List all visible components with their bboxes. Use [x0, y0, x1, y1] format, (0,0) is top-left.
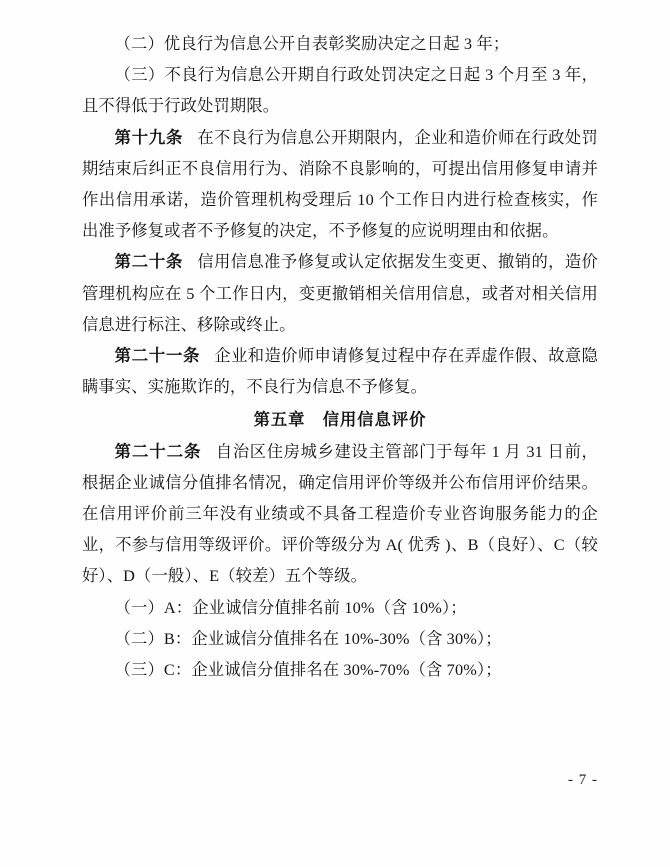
paragraph-text: （三）不良行为信息公开期自行政处罚决定之日起 3 个月至 3 年，且不得低于行政处罚期限。 [82, 65, 598, 116]
paragraph-article-20 [82, 246, 598, 340]
paragraph-text: 信用信息准予修复或认定依据发生变更、撤销的，造价管理机构应在 5 个工作日内，变更撤销相关信用信息，或者对相关信用信息进行标注、移除或终止。 [82, 252, 598, 334]
paragraph-text: （一）A：企业诚信分值排名前 10%（含 10%）； [114, 597, 467, 617]
article-label: 第二十一条 [114, 346, 201, 366]
paragraph-text: （三）C：企业诚信分值排名在 30%-70%（含 70%）； [114, 660, 502, 680]
document-body [82, 28, 598, 685]
paragraph-text: （二）优良行为信息公开自表彰奖励决定之日起 3 年； [114, 34, 510, 53]
chapter-heading: 第五章 信用信息评价 [253, 410, 427, 430]
article-label: 第二十条 [114, 252, 184, 272]
paragraph-text: 自治区住房城乡建设主管部门于每年 1 月 31 日前，根据企业诚信分值排名情况，确定信用评价等级并公布信用评价结果。在信用评价前三年没有业绩或不具备工程造价专业咨询服务能力的企业，不参与信用等级评价。评价等级分为 A( 优秀 )、B（良好）、C（较好）、D（一般）、E（较差）五个等级。 [82, 441, 598, 586]
paragraph-article-21 [82, 340, 598, 402]
article-label: 第十九条 [114, 127, 184, 147]
paragraph-article-22 [82, 436, 598, 592]
paragraph-article-19 [82, 122, 598, 247]
paragraph-grade-b [82, 623, 598, 654]
paragraph-item-2 [82, 28, 598, 59]
paragraph-item-3 [82, 59, 598, 121]
paragraph-text: 企业和造价师申请修复过程中存在弄虚作假、故意隐瞒事实、实施欺诈的，不良行为信息不予修复。 [82, 346, 598, 397]
paragraph-text: 在不良行为信息公开期限内，企业和造价师在行政处罚期结束后纠正不良信用行为、消除不良影响的，可提出信用修复申请并作出信用承诺，造价管理机构受理后 10 个工作日内进行检查核实，作出准予修复或者不予修复的决定，不予修复的应说明理由和依据。 [82, 127, 598, 241]
paragraph-grade-a [82, 592, 598, 623]
article-label: 第二十二条 [114, 441, 202, 461]
page-number: - 7 - [568, 772, 598, 788]
paragraph-text: （二）B：企业诚信分值排名在 10%-30%（含 30%）； [114, 628, 502, 648]
paragraph-grade-c [82, 654, 598, 685]
